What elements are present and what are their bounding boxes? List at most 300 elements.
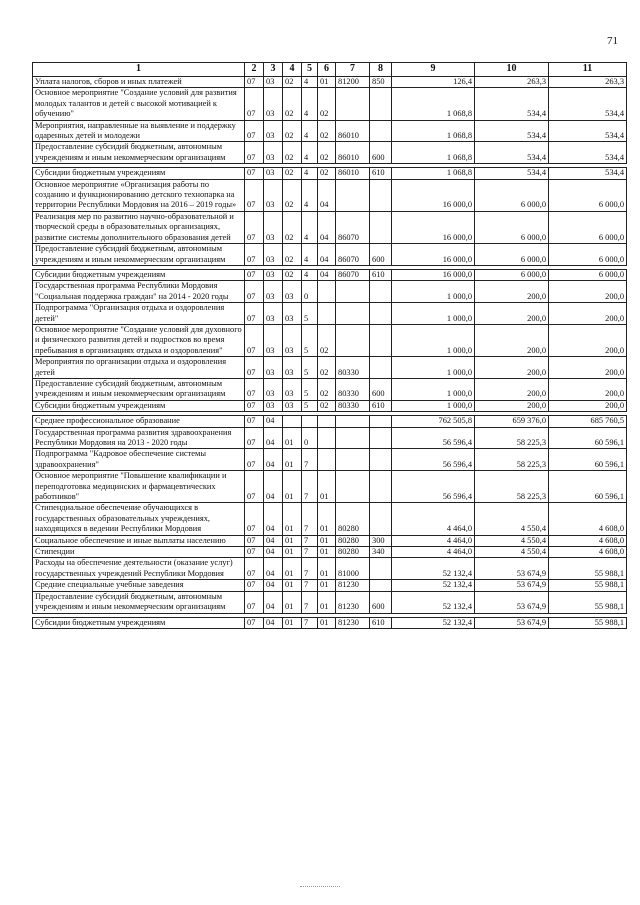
code-cell: 01 [318,558,336,580]
code-cell: 04 [264,449,283,471]
code-cell: 02 [318,357,336,379]
table-row [33,503,627,535]
code-cell: 600 [370,142,392,164]
code-cell: 03 [283,281,302,303]
code-cell: 02 [318,324,336,356]
amount-cell: 200,0 [549,378,627,400]
amount-cell: 55 988,1 [549,558,627,580]
code-cell: 04 [264,580,283,591]
amount-cell: 55 988,1 [549,580,627,591]
code-cell: 02 [318,88,336,120]
code-cell: 03 [283,378,302,400]
amount-cell: 52 132,4 [392,580,475,591]
amount-cell: 685 760,5 [549,416,627,427]
code-cell [370,471,392,503]
row-name: Уплата налогов, сборов и иных платежей [33,77,245,88]
code-cell: 02 [318,400,336,411]
table-row [33,535,627,546]
table-row [33,427,627,449]
code-cell: 03 [283,400,302,411]
code-cell: 01 [318,503,336,535]
code-cell [318,449,336,471]
code-cell: 04 [264,427,283,449]
column-header: 7 [336,63,370,77]
code-cell [318,427,336,449]
code-cell: 03 [264,77,283,88]
code-cell: 04 [264,416,283,427]
row-name: Средние специальные учебные заведения [33,580,245,591]
amount-cell: 16 000,0 [392,244,475,266]
code-cell: 07 [245,503,264,535]
code-cell: 610 [370,168,392,179]
amount-cell: 58 225,3 [475,471,549,503]
amount-cell: 762 505,8 [392,416,475,427]
code-cell: 04 [264,471,283,503]
code-cell: 7 [302,547,318,558]
code-cell [370,88,392,120]
amount-cell: 200,0 [475,303,549,325]
amount-cell: 6 000,0 [475,244,549,266]
amount-cell: 4 550,4 [475,547,549,558]
code-cell: 07 [245,449,264,471]
code-cell: 01 [318,617,336,628]
table-body [33,77,627,629]
amount-cell: 16 000,0 [392,269,475,280]
amount-cell: 200,0 [549,357,627,379]
code-cell [370,416,392,427]
code-cell: 02 [283,142,302,164]
amount-cell: 60 596,1 [549,427,627,449]
code-cell: 03 [264,168,283,179]
code-cell: 01 [318,77,336,88]
amount-cell: 1 000,0 [392,357,475,379]
amount-cell: 1 068,8 [392,142,475,164]
code-cell: 5 [302,324,318,356]
amount-cell: 53 674,9 [475,580,549,591]
amount-cell: 53 674,9 [475,617,549,628]
amount-cell: 200,0 [475,281,549,303]
code-cell: 07 [245,179,264,211]
amount-cell: 4 464,0 [392,535,475,546]
code-cell [370,357,392,379]
code-cell: 01 [283,558,302,580]
column-header: 3 [264,63,283,77]
code-cell: 4 [302,168,318,179]
amount-cell: 263,3 [549,77,627,88]
code-cell: 0 [302,427,318,449]
code-cell: 02 [318,378,336,400]
row-name: Предоставление субсидий бюджетным, автономным учреждениям и иным некоммерческим организациям [33,378,245,400]
code-cell: 4 [302,269,318,280]
code-cell [370,179,392,211]
code-cell: 07 [245,427,264,449]
code-cell [336,281,370,303]
code-cell: 07 [245,303,264,325]
table-row [33,378,627,400]
code-cell: 03 [264,120,283,142]
code-cell: 7 [302,471,318,503]
column-header: 1 [33,63,245,77]
code-cell: 01 [318,535,336,546]
amount-cell: 6 000,0 [549,211,627,243]
row-name: Подпрограмма "Организация отдыха и оздоровления детей" [33,303,245,325]
code-cell: 86070 [336,244,370,266]
row-name: Среднее профессиональное образование [33,416,245,427]
code-cell: 04 [264,617,283,628]
row-name: Расходы на обеспечение деятельности (оказание услуг) государственных учреждений Республики Мордовия [33,558,245,580]
row-name: Предоставление субсидий бюджетным, автономным учреждениям и иным некоммерческим организациям [33,142,245,164]
table-row [33,400,627,411]
column-header: 4 [283,63,302,77]
amount-cell: 52 132,4 [392,617,475,628]
row-name: Основное мероприятие "Создание условий для развития молодых талантов и детей с высокой мотивацией к обучению" [33,88,245,120]
amount-cell: 200,0 [549,303,627,325]
code-cell: 5 [302,400,318,411]
amount-cell: 6 000,0 [549,179,627,211]
code-cell [336,88,370,120]
amount-cell: 6 000,0 [475,211,549,243]
code-cell: 610 [370,617,392,628]
code-cell: 07 [245,211,264,243]
table-row [33,211,627,243]
row-name: Подпрограмма "Кадровое обеспечение системы здравоохранения" [33,449,245,471]
amount-cell: 4 550,4 [475,535,549,546]
table-row [33,142,627,164]
amount-cell: 53 674,9 [475,591,549,613]
code-cell: 03 [264,400,283,411]
amount-cell: 263,3 [475,77,549,88]
code-cell: 04 [318,179,336,211]
amount-cell: 6 000,0 [549,269,627,280]
code-cell [336,471,370,503]
table-row [33,617,627,628]
row-name: Основное мероприятие "Повышение квалификации и переподготовка медицинских и фармацевтических работников" [33,471,245,503]
code-cell: 600 [370,378,392,400]
amount-cell: 4 464,0 [392,503,475,535]
code-cell [370,211,392,243]
amount-cell: 4 608,0 [549,547,627,558]
code-cell: 7 [302,580,318,591]
code-cell: 04 [264,535,283,546]
table-row [33,471,627,503]
code-cell: 04 [264,503,283,535]
code-cell: 81230 [336,580,370,591]
amount-cell: 55 988,1 [549,617,627,628]
code-cell: 07 [245,281,264,303]
code-cell: 5 [302,378,318,400]
footer-divider [300,886,340,887]
code-cell: 07 [245,416,264,427]
code-cell: 7 [302,617,318,628]
code-cell: 03 [264,357,283,379]
code-cell: 07 [245,617,264,628]
row-name: Государственная программа Республики Мордовия "Социальная поддержка граждан" на 2014 - 2020 годы [33,281,245,303]
code-cell: 01 [318,591,336,613]
table-row [33,324,627,356]
code-cell [370,281,392,303]
amount-cell: 200,0 [549,324,627,356]
code-cell: 07 [245,120,264,142]
amount-cell: 58 225,3 [475,427,549,449]
row-name: Мероприятия, направленные на выявление и поддержку одаренных детей и молодежи [33,120,245,142]
code-cell [370,558,392,580]
code-cell: 600 [370,591,392,613]
code-cell [336,179,370,211]
table-row [33,449,627,471]
code-cell: 01 [283,591,302,613]
amount-cell: 58 225,3 [475,449,549,471]
code-cell: 02 [283,120,302,142]
amount-cell: 53 674,9 [475,558,549,580]
amount-cell: 534,4 [549,88,627,120]
table-row [33,179,627,211]
code-cell: 07 [245,400,264,411]
row-name: Субсидии бюджетным учреждениям [33,168,245,179]
amount-cell: 6 000,0 [549,244,627,266]
amount-cell: 534,4 [549,142,627,164]
code-cell: 81230 [336,591,370,613]
amount-cell: 1 000,0 [392,303,475,325]
amount-cell: 534,4 [475,120,549,142]
table-row [33,168,627,179]
code-cell: 4 [302,142,318,164]
code-cell: 5 [302,303,318,325]
code-cell [336,427,370,449]
amount-cell: 52 132,4 [392,591,475,613]
code-cell: 01 [318,580,336,591]
code-cell: 01 [283,580,302,591]
amount-cell: 534,4 [549,168,627,179]
amount-cell: 55 988,1 [549,591,627,613]
code-cell: 4 [302,179,318,211]
amount-cell: 60 596,1 [549,471,627,503]
table-row [33,357,627,379]
amount-cell: 1 000,0 [392,324,475,356]
code-cell [336,416,370,427]
table-row [33,269,627,280]
amount-cell: 659 376,0 [475,416,549,427]
code-cell: 02 [318,142,336,164]
code-cell [336,324,370,356]
row-name: Мероприятия по организации отдыха и оздоровления детей [33,357,245,379]
amount-cell: 56 596,4 [392,449,475,471]
code-cell: 5 [302,357,318,379]
code-cell: 01 [283,503,302,535]
code-cell: 80280 [336,503,370,535]
code-cell: 340 [370,547,392,558]
code-cell: 04 [318,211,336,243]
code-cell: 600 [370,244,392,266]
amount-cell: 4 608,0 [549,535,627,546]
amount-cell: 534,4 [475,142,549,164]
code-cell: 03 [264,269,283,280]
row-name: Субсидии бюджетным учреждениям [33,400,245,411]
code-cell [370,580,392,591]
code-cell: 04 [264,547,283,558]
amount-cell: 56 596,4 [392,427,475,449]
column-header: 5 [302,63,318,77]
column-header: 8 [370,63,392,77]
row-name: Субсидии бюджетным учреждениям [33,269,245,280]
code-cell: 03 [264,281,283,303]
amount-cell: 534,4 [549,120,627,142]
column-header: 11 [549,63,627,77]
row-name: Основное мероприятие "Создание условий для духовного и физического развития детей и подростков во время пребывания в организациях отдыха и оздоровления" [33,324,245,356]
code-cell: 300 [370,535,392,546]
code-cell: 07 [245,591,264,613]
row-name: Государственная программа развития здравоохранения Республики Мордовия на 2013 - 2020 годы [33,427,245,449]
code-cell: 07 [245,77,264,88]
code-cell: 01 [283,471,302,503]
row-name: Реализация мер по развитию научно-образовательной и творческой среды в образовательных организациях, развитие системы дополнительного образования детей [33,211,245,243]
code-cell: 03 [264,211,283,243]
code-cell: 7 [302,503,318,535]
code-cell: 03 [264,303,283,325]
code-cell [370,303,392,325]
code-cell [283,416,302,427]
amount-cell: 1 068,8 [392,120,475,142]
code-cell: 610 [370,269,392,280]
code-cell: 81230 [336,617,370,628]
row-name: Предоставление субсидий бюджетным, автономным учреждениям и иным некоммерческим организациям [33,591,245,613]
code-cell: 80280 [336,547,370,558]
table-row [33,244,627,266]
code-cell [370,503,392,535]
code-cell: 86070 [336,269,370,280]
code-cell [318,416,336,427]
code-cell: 01 [283,535,302,546]
code-cell: 07 [245,324,264,356]
code-cell: 80330 [336,400,370,411]
amount-cell: 534,4 [475,88,549,120]
code-cell: 07 [245,378,264,400]
code-cell: 03 [264,179,283,211]
code-cell: 04 [264,591,283,613]
amount-cell: 200,0 [475,357,549,379]
code-cell: 03 [264,244,283,266]
table-row [33,558,627,580]
code-cell: 86010 [336,168,370,179]
code-cell [370,427,392,449]
code-cell [336,449,370,471]
budget-table [32,62,627,629]
code-cell: 86070 [336,211,370,243]
amount-cell: 1 000,0 [392,378,475,400]
code-cell: 81200 [336,77,370,88]
amount-cell: 200,0 [549,400,627,411]
column-header: 9 [392,63,475,77]
code-cell: 02 [283,244,302,266]
code-cell: 4 [302,77,318,88]
code-cell: 7 [302,535,318,546]
code-cell: 03 [283,357,302,379]
code-cell: 02 [283,168,302,179]
row-name: Стипендии [33,547,245,558]
table-row [33,591,627,613]
code-cell [302,416,318,427]
code-cell [336,303,370,325]
code-cell: 07 [245,580,264,591]
code-cell: 07 [245,357,264,379]
code-cell: 03 [283,324,302,356]
code-cell: 850 [370,77,392,88]
amount-cell: 200,0 [475,324,549,356]
code-cell: 4 [302,120,318,142]
amount-cell: 4 608,0 [549,503,627,535]
code-cell: 03 [264,324,283,356]
code-cell: 7 [302,591,318,613]
amount-cell: 6 000,0 [475,269,549,280]
amount-cell: 6 000,0 [475,179,549,211]
code-cell: 07 [245,535,264,546]
code-cell: 02 [283,269,302,280]
amount-cell: 126,4 [392,77,475,88]
row-name: Социальное обеспечение и иные выплаты населению [33,535,245,546]
code-cell [370,449,392,471]
code-cell: 07 [245,88,264,120]
amount-cell: 1 068,8 [392,88,475,120]
amount-cell: 534,4 [475,168,549,179]
code-cell: 0 [302,281,318,303]
code-cell: 80330 [336,357,370,379]
table-row [33,88,627,120]
code-cell: 07 [245,269,264,280]
code-cell: 7 [302,449,318,471]
code-cell: 02 [318,168,336,179]
table-row [33,303,627,325]
amount-cell: 4 550,4 [475,503,549,535]
code-cell: 07 [245,471,264,503]
code-cell: 02 [283,211,302,243]
amount-cell: 1 000,0 [392,281,475,303]
amount-cell: 60 596,1 [549,449,627,471]
column-header: 6 [318,63,336,77]
code-cell [370,120,392,142]
amount-cell: 200,0 [549,281,627,303]
code-cell: 04 [264,558,283,580]
amount-cell: 1 000,0 [392,400,475,411]
code-cell: 86010 [336,142,370,164]
code-cell: 04 [318,244,336,266]
code-cell: 01 [283,449,302,471]
row-name: Основное мероприятие «Организация работы по созданию и функционированию детского технопарка на территории Республики Мордовия на 2016 – 2019 годы» [33,179,245,211]
code-cell: 01 [318,547,336,558]
table-row [33,281,627,303]
code-cell: 4 [302,211,318,243]
code-cell: 07 [245,244,264,266]
code-cell: 86010 [336,120,370,142]
code-cell: 7 [302,558,318,580]
code-cell: 80330 [336,378,370,400]
code-cell: 81000 [336,558,370,580]
code-cell: 01 [283,617,302,628]
page-number: 71 [607,35,618,47]
amount-cell: 200,0 [475,378,549,400]
code-cell: 610 [370,400,392,411]
code-cell [318,281,336,303]
amount-cell: 16 000,0 [392,211,475,243]
code-cell: 4 [302,244,318,266]
code-cell: 01 [283,427,302,449]
code-cell: 07 [245,142,264,164]
code-cell: 03 [264,88,283,120]
amount-cell: 16 000,0 [392,179,475,211]
table-row [33,547,627,558]
code-cell: 02 [283,88,302,120]
code-cell: 80280 [336,535,370,546]
amount-cell: 52 132,4 [392,558,475,580]
table-row [33,580,627,591]
